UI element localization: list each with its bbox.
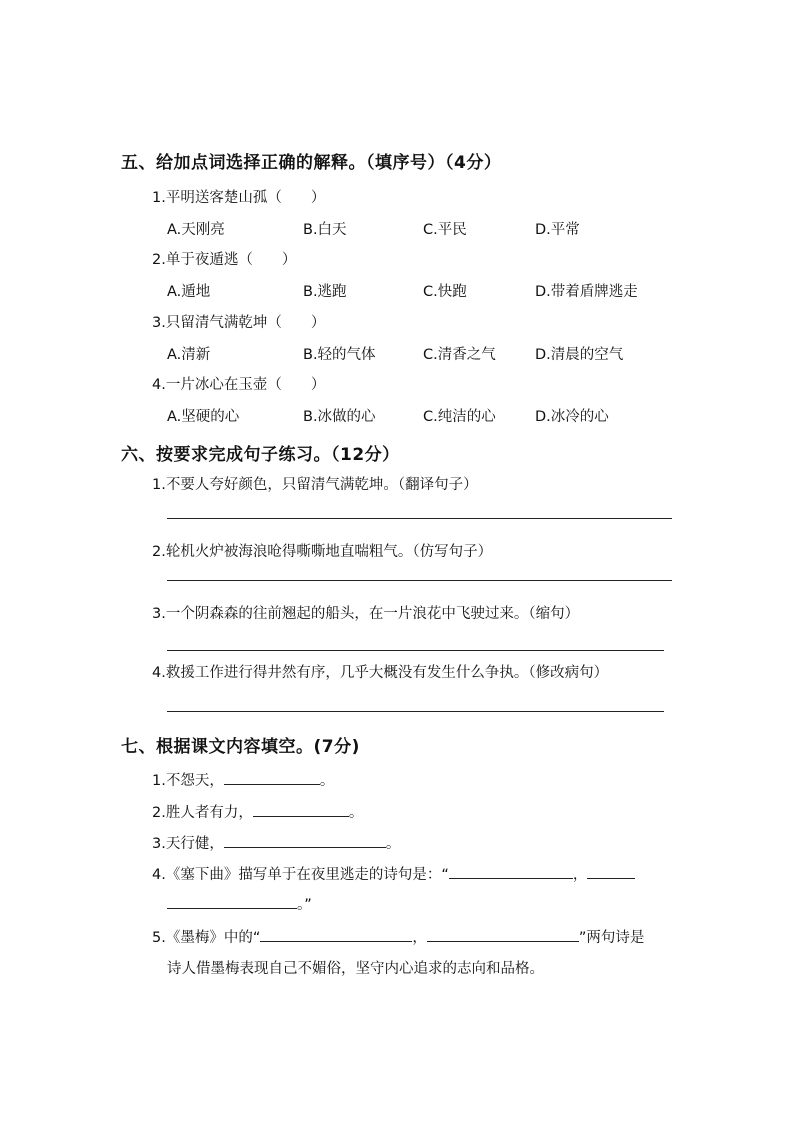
s7-item5-blank2[interactable] bbox=[427, 927, 579, 942]
s5-q1-option-c: C.平民 bbox=[423, 222, 467, 238]
s7-item4-post: 。” bbox=[297, 897, 312, 913]
section7-heading: 七、根据课文内容填空。(7分) bbox=[121, 737, 360, 757]
section5-heading: 五、给加点词选择正确的解释。（填序号）（4分） bbox=[121, 153, 502, 173]
s6-item2: 2.轮机火炉被海浪呛得嘶嘶地直喘粗气。（仿写句子） bbox=[152, 544, 493, 560]
s7-item4-line2 bbox=[167, 893, 312, 914]
s6-item1: 1.不要人夸好颜色，只留清气满乾坤。（翻译句子） bbox=[152, 477, 478, 493]
section6-heading: 六、按要求完成句子练习。（12分） bbox=[121, 445, 400, 465]
s7-item5-mid: ， bbox=[412, 930, 427, 946]
s7-item2-post: 。 bbox=[348, 805, 364, 821]
s7-item1-blank[interactable] bbox=[224, 770, 320, 785]
s5-q2-stem: 2.单于夜遁逃（ ） bbox=[152, 252, 297, 268]
s7-item4-line1 bbox=[152, 863, 635, 884]
s5-q1-option-b: B.白天 bbox=[303, 222, 347, 238]
s5-q2-option-d: D.带着盾牌逃走 bbox=[535, 284, 638, 300]
s7-item2 bbox=[152, 801, 363, 822]
s7-item3-blank[interactable] bbox=[224, 833, 386, 848]
s5-q2-option-b: B.逃跑 bbox=[303, 284, 347, 300]
s5-q4-option-c: C.纯洁的心 bbox=[423, 409, 496, 425]
s7-item4-blank1[interactable] bbox=[449, 864, 573, 879]
s6-item1-answer-line[interactable] bbox=[167, 518, 672, 519]
s7-item4-blank2-start[interactable] bbox=[587, 864, 635, 879]
s5-q1-option-d: D.平常 bbox=[535, 222, 580, 238]
s5-q3-option-a: A.清新 bbox=[167, 347, 211, 363]
s5-q3-option-d: D.清晨的空气 bbox=[535, 347, 624, 363]
s5-q4-option-d: D.冰冷的心 bbox=[535, 409, 609, 425]
s5-q2-option-c: C.快跑 bbox=[423, 284, 467, 300]
s7-item5-line1 bbox=[152, 926, 644, 947]
s5-q1-stem: 1.平明送客楚山孤（ ） bbox=[152, 190, 326, 206]
s7-item5-pre: 5.《墨梅》中的“ bbox=[152, 930, 261, 946]
s7-item4-mid: ， bbox=[572, 867, 588, 883]
s5-q3-stem: 3.只留清气满乾坤（ ） bbox=[152, 315, 326, 331]
s7-item1 bbox=[152, 769, 334, 790]
s7-item5-blank1[interactable] bbox=[260, 927, 412, 942]
s5-q3-option-b: B.轻的气体 bbox=[303, 347, 376, 363]
s7-item2-blank[interactable] bbox=[253, 802, 349, 817]
s6-item2-answer-line[interactable] bbox=[167, 580, 672, 581]
s5-q4-stem: 4.一片冰心在玉壶（ ） bbox=[152, 377, 326, 393]
s7-item4-pre: 4.《塞下曲》描写单于在夜里逃走的诗句是：“ bbox=[152, 867, 449, 883]
s6-item4: 4.救援工作进行得井然有序，几乎大概没有发生什么争执。（修改病句） bbox=[152, 665, 609, 681]
s6-item3: 3.一个阴森森的往前翘起的船头，在一片浪花中飞驶过来。（缩句） bbox=[152, 606, 580, 622]
s5-q1-option-a: A.天刚亮 bbox=[167, 222, 225, 238]
s7-item1-pre: 1.不怨天， bbox=[152, 773, 224, 789]
s6-item3-answer-line[interactable] bbox=[167, 650, 664, 651]
s7-item3-pre: 3.天行健， bbox=[152, 836, 224, 852]
s7-item5-line2: 诗人借墨梅表现自己不媚俗，坚守内心追求的志向和品格。 bbox=[167, 961, 544, 977]
s5-q4-option-a: A.坚硬的心 bbox=[167, 409, 240, 425]
s6-item4-answer-line[interactable] bbox=[167, 711, 664, 712]
s5-q4-option-b: B.冰做的心 bbox=[303, 409, 376, 425]
s5-q3-option-c: C.清香之气 bbox=[423, 347, 496, 363]
s7-item4-blank2-end[interactable] bbox=[167, 894, 297, 909]
s7-item3 bbox=[152, 832, 400, 853]
s7-item1-post: 。 bbox=[319, 773, 335, 789]
s7-item5-post: ”两句诗是 bbox=[578, 930, 645, 946]
s7-item2-pre: 2.胜人者有力， bbox=[152, 805, 253, 821]
s5-q2-option-a: A.遁地 bbox=[167, 284, 211, 300]
s7-item3-post: 。 bbox=[385, 836, 401, 852]
